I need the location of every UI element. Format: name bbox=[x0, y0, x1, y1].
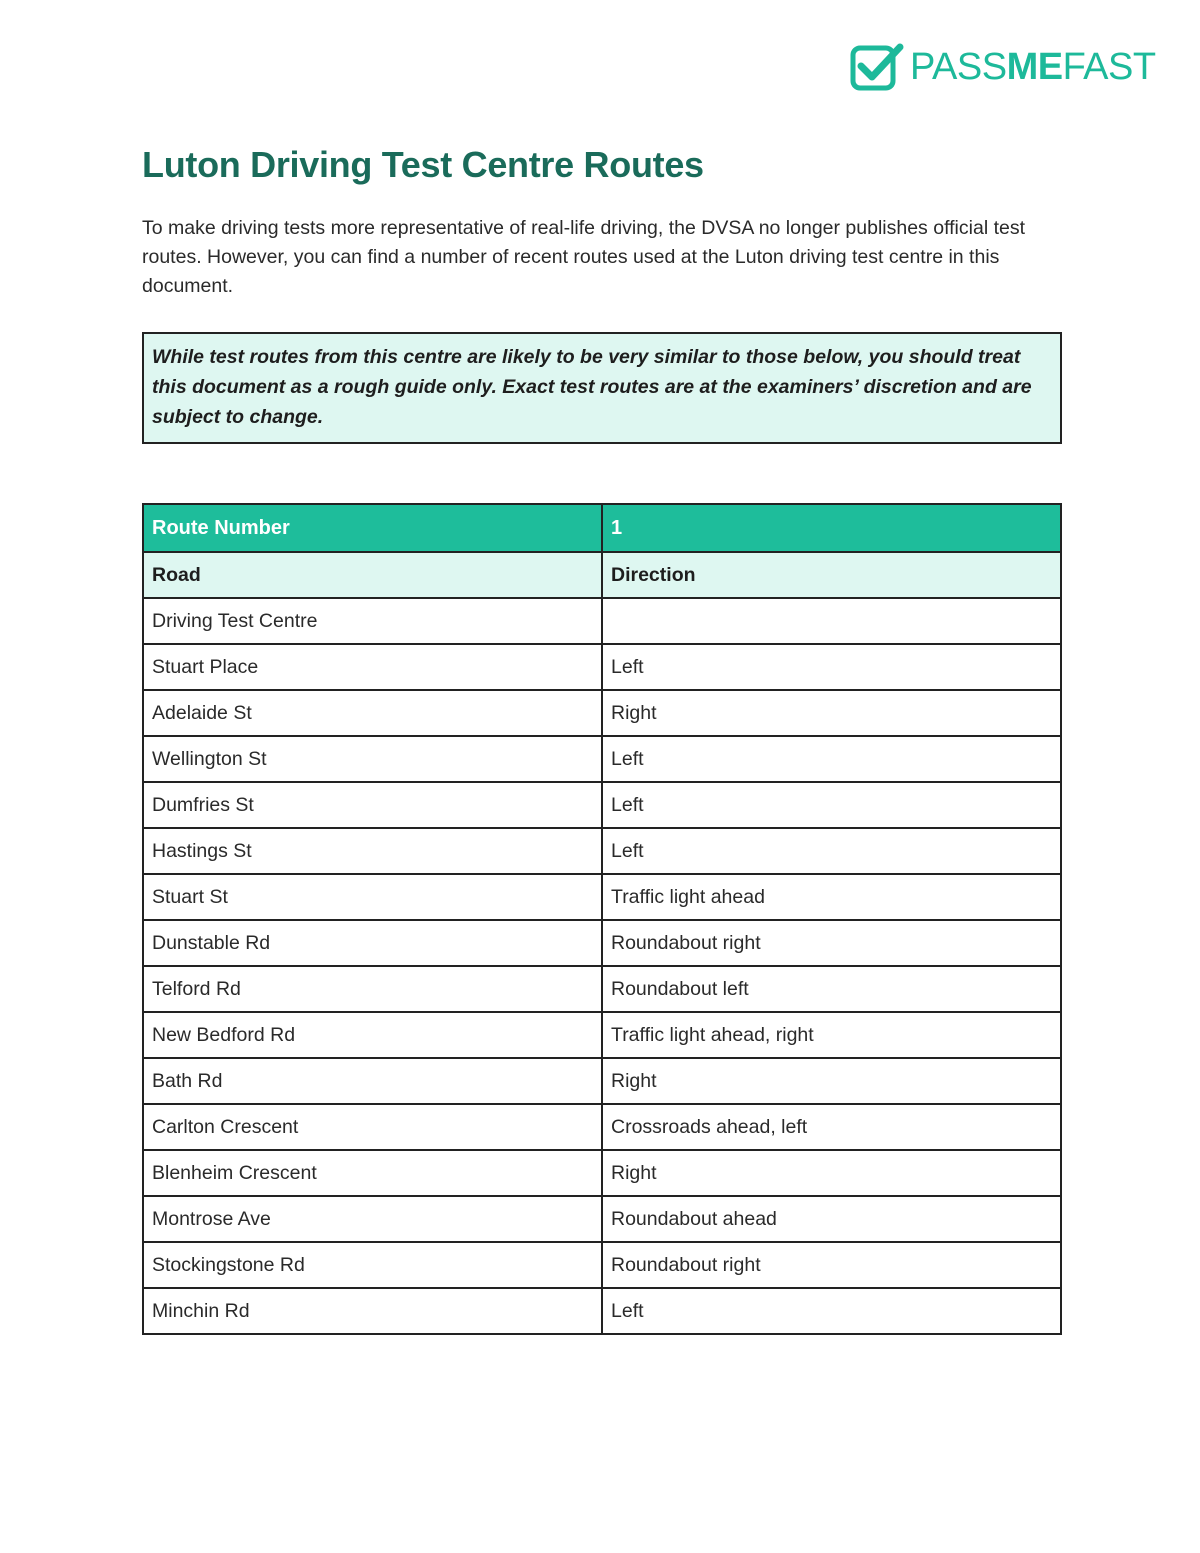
road-column-header: Road bbox=[143, 552, 602, 598]
direction-cell: Right bbox=[602, 690, 1061, 736]
route-number-row bbox=[143, 504, 1061, 552]
direction-cell bbox=[602, 598, 1061, 644]
direction-cell: Right bbox=[602, 1150, 1061, 1196]
table-row bbox=[143, 736, 1061, 782]
check-box-icon bbox=[850, 42, 904, 92]
table-row bbox=[143, 1104, 1061, 1150]
table-row bbox=[143, 690, 1061, 736]
road-cell: Stuart Place bbox=[143, 644, 602, 690]
road-cell: Dumfries St bbox=[143, 782, 602, 828]
table-row bbox=[143, 1196, 1061, 1242]
table-row bbox=[143, 782, 1061, 828]
road-cell: Dunstable Rd bbox=[143, 920, 602, 966]
direction-cell: Left bbox=[602, 782, 1061, 828]
direction-cell: Roundabout right bbox=[602, 1242, 1061, 1288]
table-row bbox=[143, 598, 1061, 644]
road-cell: Telford Rd bbox=[143, 966, 602, 1012]
road-cell: Wellington St bbox=[143, 736, 602, 782]
brand-name bbox=[910, 48, 1156, 86]
column-header-row bbox=[143, 552, 1061, 598]
table-row bbox=[143, 966, 1061, 1012]
disclaimer-callout: While test routes from this centre are likely to be very similar to those below, you should treat this document as a rough guide only. Exact test routes are at the examiners’ discretion and are subject to change. bbox=[142, 332, 1062, 444]
road-cell: Stuart St bbox=[143, 874, 602, 920]
road-cell: Driving Test Centre bbox=[143, 598, 602, 644]
table-row bbox=[143, 828, 1061, 874]
table-row bbox=[143, 1242, 1061, 1288]
intro-paragraph: To make driving tests more representative of real-life driving, the DVSA no longer publishes official test routes. However, you can find a number of recent routes used at the Luton driving test centre in this document. bbox=[142, 217, 1025, 297]
direction-cell: Left bbox=[602, 1288, 1061, 1334]
brand-name-fast: FAST bbox=[1062, 46, 1156, 88]
direction-cell: Left bbox=[602, 736, 1061, 782]
direction-cell: Roundabout ahead bbox=[602, 1196, 1061, 1242]
page-title: Luton Driving Test Centre Routes bbox=[142, 144, 704, 185]
direction-cell: Traffic light ahead bbox=[602, 874, 1061, 920]
table-row bbox=[143, 874, 1061, 920]
direction-cell: Roundabout left bbox=[602, 966, 1061, 1012]
direction-column-header: Direction bbox=[602, 552, 1061, 598]
table-row bbox=[143, 1012, 1061, 1058]
road-cell: Montrose Ave bbox=[143, 1196, 602, 1242]
table-row bbox=[143, 1058, 1061, 1104]
road-cell: Hastings St bbox=[143, 828, 602, 874]
direction-cell: Roundabout right bbox=[602, 920, 1061, 966]
direction-cell: Right bbox=[602, 1058, 1061, 1104]
route-number-label: Route Number bbox=[143, 504, 602, 552]
road-cell: Adelaide St bbox=[143, 690, 602, 736]
road-cell: Stockingstone Rd bbox=[143, 1242, 602, 1288]
table-row bbox=[143, 920, 1061, 966]
route-table bbox=[142, 503, 1062, 1335]
road-cell: Blenheim Crescent bbox=[143, 1150, 602, 1196]
table-row bbox=[143, 644, 1061, 690]
road-cell: Bath Rd bbox=[143, 1058, 602, 1104]
route-number-value: 1 bbox=[602, 504, 1061, 552]
road-cell: New Bedford Rd bbox=[143, 1012, 602, 1058]
road-cell: Minchin Rd bbox=[143, 1288, 602, 1334]
direction-cell: Left bbox=[602, 828, 1061, 874]
direction-cell: Left bbox=[602, 644, 1061, 690]
direction-cell: Crossroads ahead, left bbox=[602, 1104, 1061, 1150]
brand-logo bbox=[850, 42, 1156, 92]
brand-name-pass: PASS bbox=[910, 46, 1007, 88]
table-row bbox=[143, 1150, 1061, 1196]
road-cell: Carlton Crescent bbox=[143, 1104, 602, 1150]
direction-cell: Traffic light ahead, right bbox=[602, 1012, 1061, 1058]
table-row bbox=[143, 1288, 1061, 1334]
brand-name-me: ME bbox=[1006, 46, 1063, 88]
